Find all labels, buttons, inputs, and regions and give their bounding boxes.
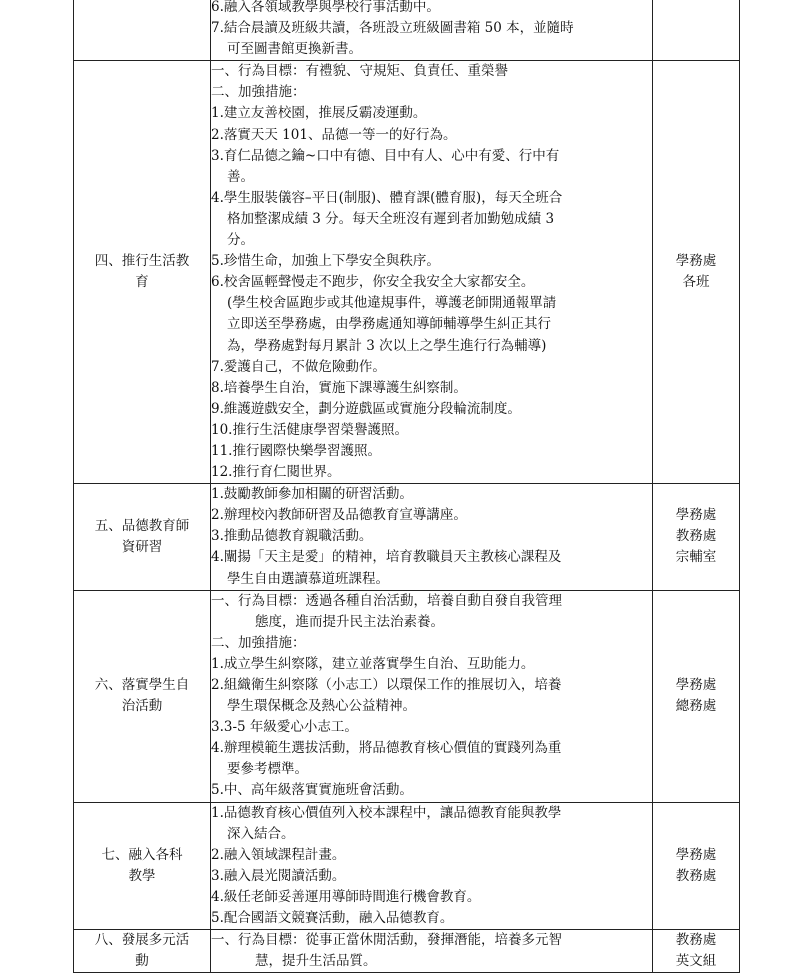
category-label: 四、推行生活教 — [94, 253, 190, 270]
content-line: 格加整潔成績 3 分。每天全班沒有遲到者加勤勉成績 3 — [227, 210, 555, 227]
content-line: 7.結合晨讀及班級共讀，各班設立班級圖書箱 50 本，並隨時 — [211, 20, 574, 37]
content-line: 要參考標準。 — [227, 761, 308, 778]
content-line: 一、行為目標：從事正當休閒活動，發揮潛能，培養多元智 — [211, 932, 562, 949]
table-row — [74, 930, 740, 973]
content-line: 3.3-5 年級愛心小志工。 — [211, 719, 358, 736]
content-cell — [211, 484, 653, 590]
content-line: 4.闡揚「天主是愛」的精神，培育教職員天主教核心課程及 — [211, 549, 562, 566]
category-cell — [74, 484, 211, 590]
table-row — [74, 0, 740, 61]
department-label: 各班 — [682, 274, 710, 291]
content-line: 學生環保概念及熱心公益精神。 — [227, 698, 416, 715]
department-label: 教務處 — [675, 528, 717, 545]
content-line: 1.鼓勵教師參加相關的研習活動。 — [211, 486, 413, 503]
content-cell — [211, 930, 653, 973]
content-line: 5.中、高年級落實實施班會活動。 — [211, 782, 413, 799]
content-line: 二、加強措施： — [211, 84, 306, 101]
category-label: 教學 — [128, 867, 156, 884]
department-label: 學務處 — [675, 507, 717, 524]
content-line: 2.落實天天 101、品德一等一的好行為。 — [211, 126, 457, 143]
category-cell — [74, 802, 211, 930]
content-line: 11.推行國際快樂學習護照。 — [211, 442, 381, 459]
category-label: 治活動 — [121, 698, 163, 715]
content-line: 5.配合國語文競賽活動，融入品德教育。 — [211, 910, 454, 927]
department-label: 學務處 — [675, 253, 717, 270]
department-cell — [653, 0, 740, 61]
department-cell — [653, 484, 740, 590]
content-cell — [211, 61, 653, 484]
content-cell — [211, 0, 653, 61]
department-label: 宗輔室 — [675, 549, 717, 566]
department-cell — [653, 590, 740, 802]
content-line: 4.級任老師妥善運用導師時間進行機會教育。 — [211, 888, 481, 905]
department-cell — [653, 61, 740, 484]
plan-table — [73, 0, 740, 973]
content-line: 1.成立學生糾察隊，建立並落實學生自治、互助能力。 — [211, 655, 535, 672]
content-line: 2.融入領域課程計畫。 — [211, 846, 346, 863]
department-cell — [653, 802, 740, 930]
category-label: 資研習 — [121, 538, 163, 555]
content-line: 3.融入晨光閱讀活動。 — [211, 867, 346, 884]
content-line: 2.組織衛生糾察隊（小志工）以環保工作的推展切入，培養 — [211, 677, 562, 693]
content-line: 10.推行生活健康學習榮譽護照。 — [211, 421, 408, 438]
content-line: 學生自由選讀慕道班課程。 — [227, 570, 389, 587]
content-line: (學生校舍區跑步或其他違規事件，導護老師開通報單請 — [227, 295, 557, 312]
table-row — [74, 61, 740, 484]
category-label: 七、融入各科 — [101, 846, 183, 863]
department-label: 教務處 — [675, 867, 717, 884]
content-line: 3.推動品德教育親職活動。 — [211, 528, 373, 545]
table-row — [74, 590, 740, 802]
content-line: 6.校舍區輕聲慢走不跑步，你安全我安全大家都安全。 — [211, 274, 535, 291]
content-line: 9.維護遊戲安全，劃分遊戲區或實施分段輪流制度。 — [211, 400, 521, 417]
content-line: 善。 — [227, 168, 254, 185]
category-label: 動 — [135, 953, 149, 970]
category-cell — [74, 930, 211, 973]
category-label: 八、發展多元活 — [94, 932, 190, 949]
content-line: 為，學務處對每月累計 3 次以上之學生進行行為輔導) — [227, 337, 547, 354]
content-line: 4.辦理模範生選拔活動，將品德教育核心價值的實踐列為重 — [211, 740, 562, 757]
content-line: 6.融入各領域教學與學校行事活動中。 — [211, 0, 440, 15]
content-line: 1.建立友善校園，推展反霸凌運動。 — [211, 105, 427, 122]
department-label: 教務處 — [675, 932, 717, 949]
content-line: 一、行為目標：有禮貌、守規矩、負責任、重榮譽 — [211, 63, 508, 80]
content-line: 一、行為目標：透過各種自治活動，培養自動自發自我管理 — [211, 592, 562, 609]
category-label: 五、品德教育師 — [94, 517, 190, 534]
content-line: 慧，提升生活品質。 — [255, 953, 377, 970]
content-cell — [211, 802, 653, 930]
category-label: 育 — [135, 274, 149, 291]
content-line: 1.品德教育核心價值列入校本課程中，讓品德教育能與教學 — [211, 804, 562, 821]
category-cell — [74, 61, 211, 484]
content-line: 12.推行育仁閱世界。 — [211, 464, 341, 481]
category-cell — [74, 590, 211, 802]
content-line: 二、加強措施： — [211, 634, 306, 651]
content-line: 4.學生服裝儀容–平日(制服)、體育課(體育服)，每天全班合 — [211, 189, 563, 206]
content-line: 2.辦理校內教師研習及品德教育宣導講座。 — [211, 507, 467, 524]
category-cell — [74, 0, 211, 61]
department-label: 學務處 — [675, 677, 717, 694]
content-cell — [211, 590, 653, 802]
department-label: 總務處 — [675, 698, 717, 715]
content-line: 3.育仁品德之鑰~口中有德、目中有人、心中有愛、行中有 — [211, 147, 560, 164]
table-row — [74, 802, 740, 930]
table-row — [74, 484, 740, 590]
table-body — [74, 0, 740, 973]
content-line: 深入結合。 — [227, 825, 295, 842]
department-label: 學務處 — [675, 846, 717, 863]
content-line: 可至圖書館更換新書。 — [227, 41, 362, 58]
category-label: 六、落實學生自 — [94, 677, 190, 694]
content-line: 7.愛護自己，不做危險動作。 — [211, 358, 386, 375]
department-label: 英文組 — [675, 953, 717, 970]
content-line: 態度，進而提升民主法治素養。 — [255, 613, 444, 630]
department-cell — [653, 930, 740, 973]
content-line: 分。 — [227, 232, 254, 249]
content-line: 5.珍惜生命，加強上下學安全與秩序。 — [211, 253, 440, 270]
content-line: 立即送至學務處，由學務處通知導師輔導學生糾正其行 — [227, 316, 551, 333]
content-line: 8.培養學生自治，實施下課導護生糾察制。 — [211, 379, 467, 396]
